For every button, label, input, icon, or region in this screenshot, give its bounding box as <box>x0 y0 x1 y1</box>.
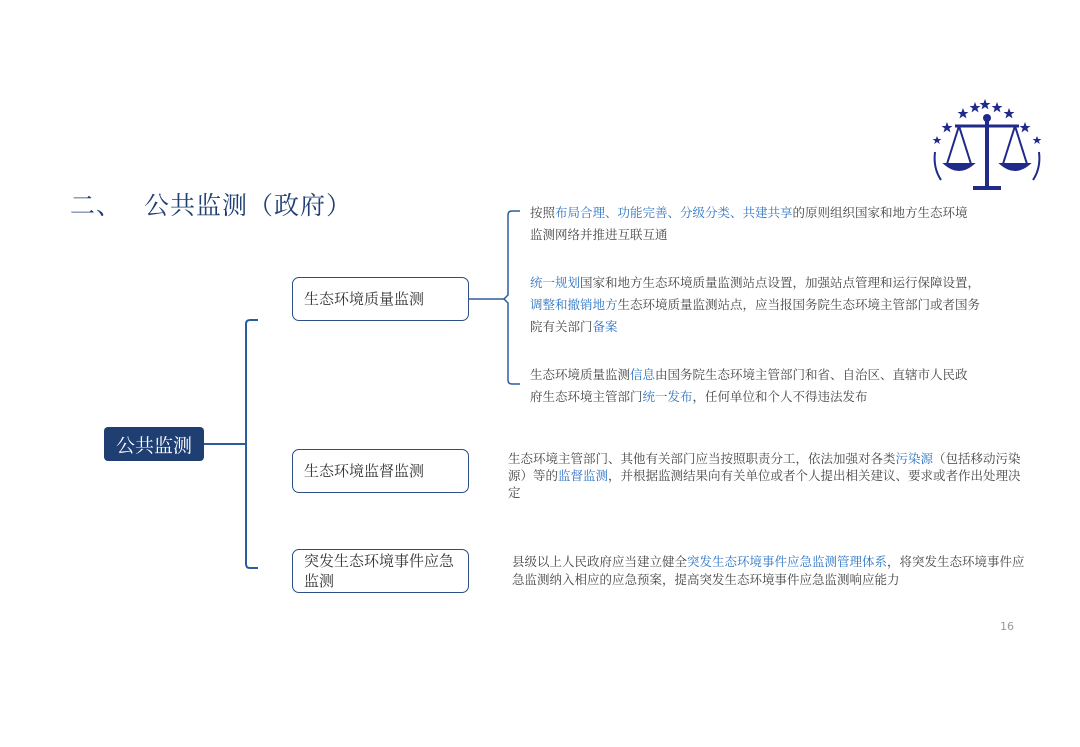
body-text: 的原则组织国家和地方生态环境监测网络并推进互联互通 <box>530 205 968 242</box>
body-text: 按照 <box>530 205 556 220</box>
section-title: 公共监测（政府） <box>144 191 353 220</box>
body-text: ，任何单位和个人不得违法发布 <box>692 389 868 404</box>
highlight-text: 备案 <box>592 319 618 334</box>
body-text: 生态环境主管部门、其他有关部门应当按照职责分工，依法加强对各类 <box>508 451 896 466</box>
body-text: ，将突发生态环境事件应急监测纳入相应的应急预案，提高突发生态环境事件应急监测响应能力 <box>512 554 1025 587</box>
emergency-item-1 <box>512 553 1032 589</box>
category-emergency-monitoring: 突发生态环境事件应急监测 <box>292 549 469 593</box>
body-text: ，并根据监测结果向有关单位或者个人提出相关建议、要求或者作出处理决定 <box>508 468 1021 500</box>
highlight-text: 调整和撤销地方 <box>530 297 618 312</box>
quality-item-3 <box>530 364 980 408</box>
supervision-item-1 <box>508 450 1026 501</box>
category-quality-monitoring: 生态环境质量监测 <box>292 277 469 321</box>
body-text: 由国务院生态环境主管部门和省、自治区、直辖市人民政府生态环境主管部门 <box>530 367 968 404</box>
body-text: 生态环境质量监测 <box>530 367 631 382</box>
page-title <box>70 186 352 222</box>
body-text: 国家和地方生态环境质量监测站点设置，加强站点管理和运行保障设置， <box>580 275 981 290</box>
body-text: （包括移动污染源）等的 <box>508 451 1021 483</box>
highlight-text: 信息 <box>630 367 656 382</box>
highlight-text: 统一规划 <box>530 275 581 290</box>
highlight-text: 污染源 <box>895 451 934 466</box>
page-number: 16 <box>1000 620 1014 633</box>
body-text: 生态环境质量监测站点，应当报国务院生态环境主管部门或者国务院有关部门 <box>530 297 981 334</box>
quality-item-1 <box>530 202 980 246</box>
highlight-text: 布局合理、功能完善、分级分类、共建共享 <box>555 205 793 220</box>
body-text: 县级以上人民政府应当建立健全 <box>512 554 688 569</box>
root-node: 公共监测 <box>104 427 204 461</box>
quality-item-2 <box>530 272 990 338</box>
highlight-text: 突发生态环境事件应急监测管理体系 <box>687 554 888 569</box>
scales-of-justice-logo <box>925 96 1049 196</box>
highlight-text: 统一发布 <box>642 389 693 404</box>
highlight-text: 监督监测 <box>558 468 609 483</box>
section-number: 二、 <box>70 191 123 220</box>
category-supervision-monitoring: 生态环境监督监测 <box>292 449 469 493</box>
